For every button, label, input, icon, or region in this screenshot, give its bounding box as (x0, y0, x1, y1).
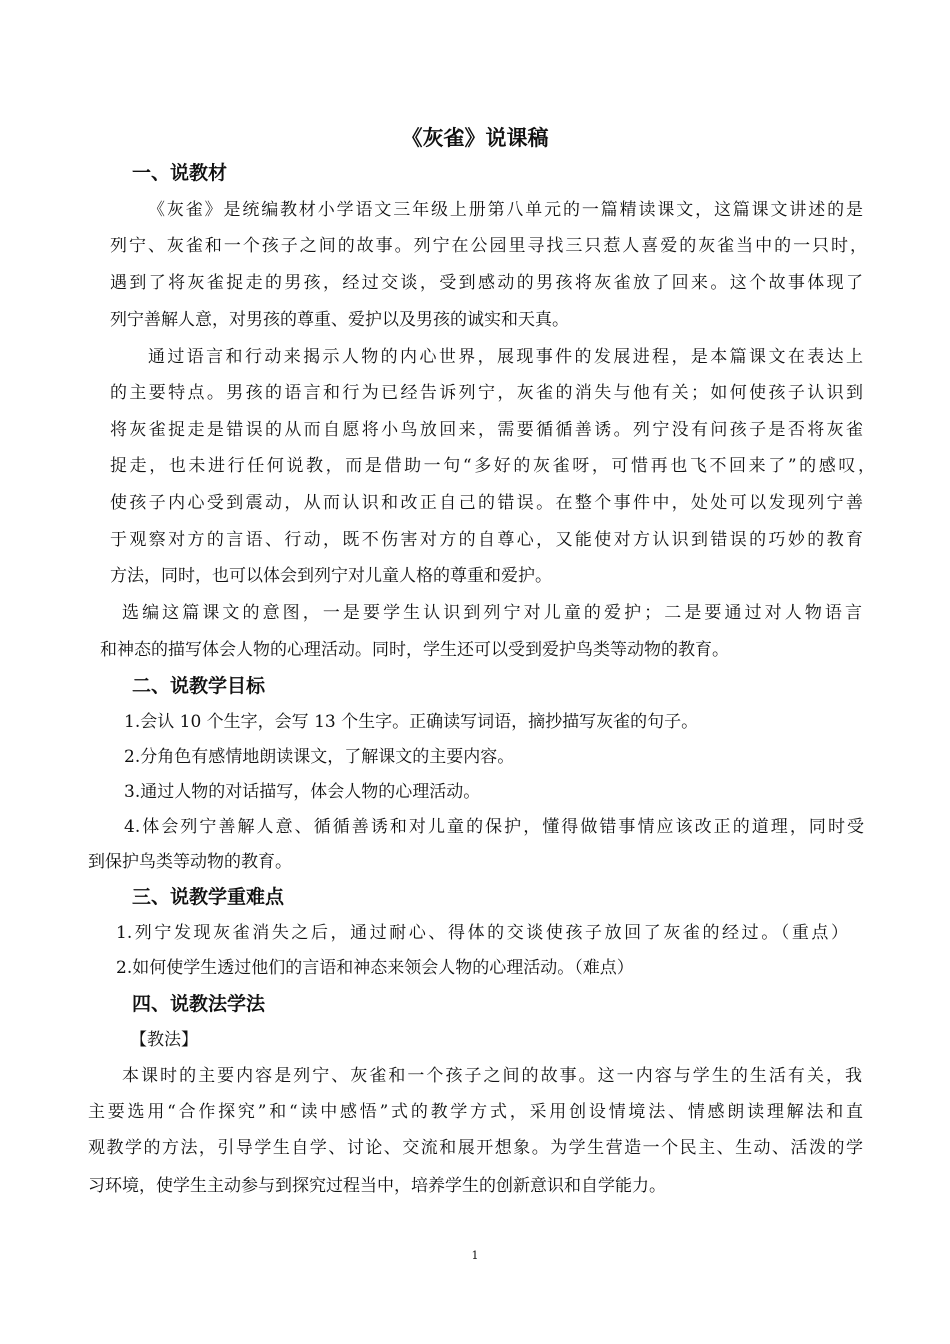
text-line: 主要选用“合作探究”和“读中感悟”式的教学方式，采用创设情境法、情感朗读理解法和直 (88, 1102, 863, 1122)
text-line: 选编这篇课文的意图，一是要学生认识到列宁对儿童的爱护；二是要通过对人物语言 (122, 603, 862, 623)
section-heading: 一、说教材 (132, 162, 228, 184)
subsection-label: 【教法】 (130, 1030, 198, 1050)
text-line: 1.列宁发现灰雀消失之后，通过耐心、得体的交谈使孩子放回了灰雀的经过。（重点） (116, 923, 848, 943)
document-title: 《灰雀》说课稿 (401, 126, 549, 150)
text-line: 观教学的方法，引导学生自学、讨论、交流和展开想象。为学生营造一个民主、生动、活泼的学 (88, 1138, 863, 1158)
text-line: 方法，同时，也可以体会到列宁对儿童人格的尊重和爱护。 (110, 566, 552, 586)
section-heading: 三、说教学重难点 (132, 886, 285, 908)
text-line: 3.通过人物的对话描写，体会人物的心理活动。 (124, 782, 481, 802)
text-line: 到保护鸟类等动物的教育。 (88, 852, 292, 872)
text-line: 列宁、灰雀和一个孩子之间的故事。列宁在公园里寻找三只惹人喜爱的灰雀当中的一只时， (110, 236, 867, 256)
text-line: 的主要特点。男孩的语言和行为已经告诉列宁，灰雀的消失与他有关；如何使孩子认识到 (110, 383, 863, 403)
section-heading: 二、说教学目标 (132, 675, 266, 697)
section-heading: 四、说教法学法 (132, 993, 266, 1015)
text-line: 4.体会列宁善解人意、循循善诱和对儿童的保护，懂得做错事情应该改正的道理，同时受 (124, 817, 864, 837)
text-line: 习环境，使学生主动参与到探究过程当中，培养学生的创新意识和自学能力。 (88, 1176, 666, 1196)
text-line: 本课时的主要内容是列宁、灰雀和一个孩子之间的故事。这一内容与学生的生活有关，我 (122, 1066, 862, 1086)
page-number: 1 (471, 1249, 479, 1262)
text-line: 通过语言和行动来揭示人物的内心世界，展现事件的发展进程，是本篇课文在表达上 (148, 347, 863, 367)
text-line: 遇到了将灰雀捉走的男孩，经过交谈，受到感动的男孩将灰雀放了回来。这个故事体现了 (110, 273, 863, 293)
text-line: 和神态的描写体会人物的心理活动。同时，学生还可以受到爱护鸟类等动物的教育。 (100, 640, 729, 660)
text-line: 2.分角色有感情地朗读课文，了解课文的主要内容。 (124, 747, 515, 767)
text-line: 列宁善解人意，对男孩的尊重、爱护以及男孩的诚实和天真。 (110, 310, 569, 330)
text-line: 2.如何使学生透过他们的言语和神态来领会人物的心理活动。（难点） (116, 958, 634, 978)
text-line: 捉走，也未进行任何说教，而是借助一句“多好的灰雀呀，可惜再也飞不回来了”的感叹， (110, 456, 875, 476)
text-line: 使孩子内心受到震动，从而认识和改正自己的错误。在整个事件中，处处可以发现列宁善 (110, 493, 863, 513)
text-line: 将灰雀捉走是错误的从而自愿将小鸟放回来，需要循循善诱。列宁没有问孩子是否将灰雀 (110, 420, 863, 440)
text-line: 1.会认 10 个生字，会写 13 个生字。正确读写词语，摘抄描写灰雀的句子。 (124, 712, 699, 732)
text-line: 《灰雀》是统编教材小学语文三年级上册第八单元的一篇精读课文，这篇课文讲述的是 (148, 200, 863, 220)
text-line: 于观察对方的言语、行动，既不伤害对方的自尊心，又能使对方认识到错误的巧妙的教育 (110, 530, 863, 550)
